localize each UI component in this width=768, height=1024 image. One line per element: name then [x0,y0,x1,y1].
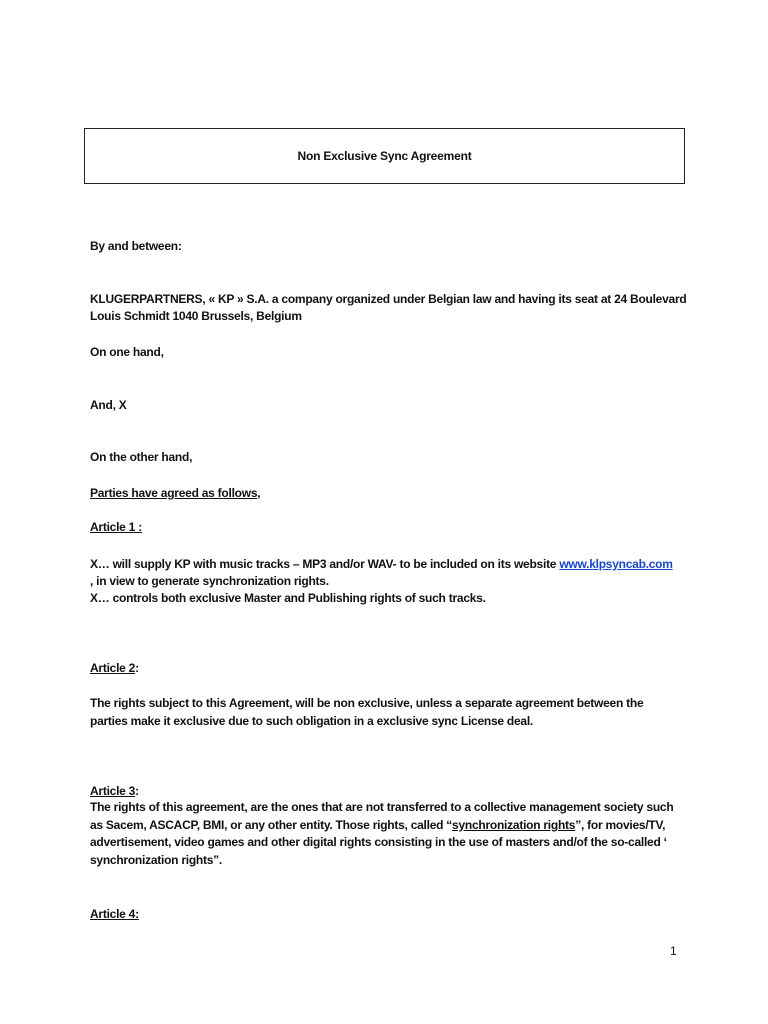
article3-line4: synchronization rights”. [90,853,223,867]
article3-heading-row [90,783,139,799]
page-number: 1 [670,944,677,958]
article3-line2 [90,817,665,833]
article2-line1: The rights subject to this Agreement, will be non exclusive, unless a separate agreement between the [90,696,644,710]
quote-close: ” [575,818,581,832]
title-box [84,128,685,184]
on-other-hand: On the other hand, [90,450,193,464]
article4-heading: Article 4: [90,907,139,921]
party1-line2: Louis Schmidt 1040 Brussels, Belgium [90,309,302,323]
article3-heading: Article 3 [90,784,136,798]
party1-line1: KLUGERPARTNERS, « KP » S.A. a company organized under Belgian law and having its seat at 24 Boulevard [90,292,687,306]
quote-open: “ [446,818,453,832]
article1-heading: Article 1 : [90,520,142,534]
article1-line1-text: X… will supply KP with music tracks – MP3 and/or WAV- to be included on its website [90,557,560,571]
article1-line2: , in view to generate synchronization rights. [90,574,329,588]
article2-heading-suffix: : [135,661,139,675]
article2-heading-row [90,660,139,676]
article1-line3: X… controls both exclusive Master and Publishing rights of such tracks. [90,591,486,605]
article3-heading-suffix: : [135,784,139,798]
document-title: Non Exclusive Sync Agreement [297,149,472,163]
article3-line1: The rights of this agreement, are the ones that are not transferred to a collective management society such [90,800,674,814]
and-x: And, X [90,398,127,412]
synchronization-rights-term: synchronization rights [452,818,576,832]
website-link[interactable]: www.klpsyncab.com [559,557,673,571]
article3-line3: advertisement, video games and other digital rights consisting in the use of masters and/of the so-called ‘ [90,835,667,849]
article3-line2-pre: as Sacem, ASCACP, BMI, or any other entity. Those rights, called [90,818,447,832]
article3-line2-post: , for movies/TV, [580,818,666,832]
parties-agreed: Parties have agreed as follows, [90,486,261,500]
by-and-between: By and between: [90,239,182,253]
article2-line2: parties make it exclusive due to such obligation in a exclusive sync License deal. [90,714,534,728]
article2-heading: Article 2 [90,661,136,675]
on-one-hand: On one hand, [90,345,164,359]
article1-line1 [90,556,673,572]
